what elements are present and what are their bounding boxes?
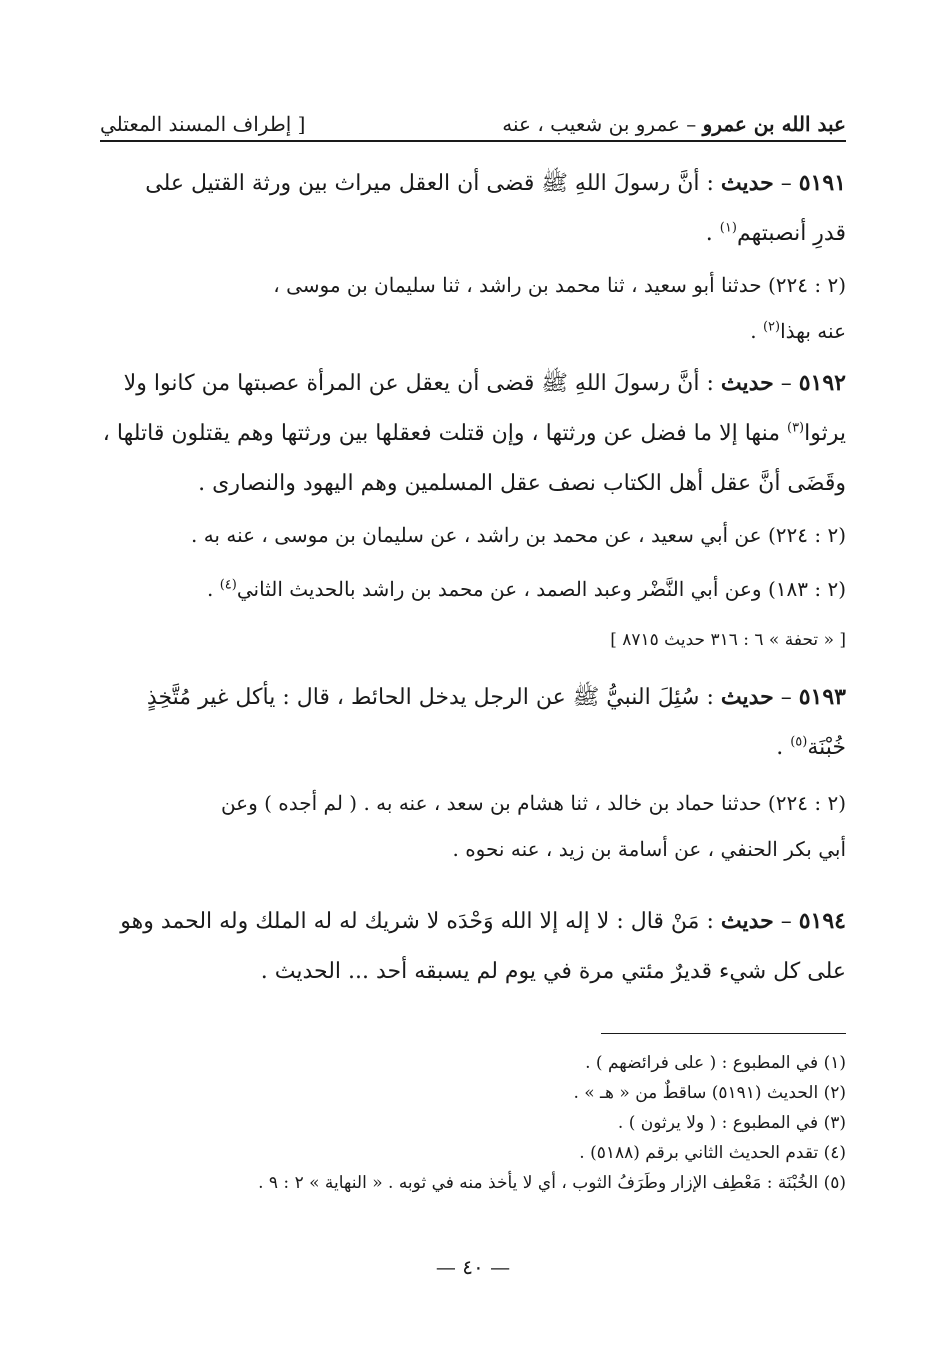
footnote-marker: (٢) [762, 319, 781, 335]
hadith-number: ٥١٩١ [798, 170, 846, 196]
footnote-marker: (٣) [786, 420, 805, 436]
hadith-5193: ٥١٩٣ – حديث : سُئِلَ النبيُّ ﷺ عن الرجل يدخل الحائط ، قال : يأكل غير مُتَّخِذٍ خُبْنَة$^{(٥)}$ . [146, 684, 846, 760]
footnote-marker: (٥) [790, 734, 808, 750]
header-section-title: عبد الله بن عمرو – عمرو بن شعيب ، عنه [502, 112, 846, 136]
hadith-label: حديث [720, 908, 774, 934]
isnad-5192-second: (٢ : ١٨٣) وعن أبي النَّضْر وعبد الصمد ، عن محمد بن راشد بالحديث الثاني$^{(٤)}$ . [207, 577, 846, 601]
isnad-5192: (٢ : ٢٢٤) عن أبي سعيد ، عن محمد بن راشد ، عن سليمان بن موسى ، عنه به . [190, 523, 846, 547]
header-divider [100, 140, 846, 142]
isnad-5193: (٢ : ٢٢٤) حدثنا حماد بن خالد ، ثنا هشام بن سعد ، عنه به . ( لم أجده ) وعن أبي بكر الحنفي ، عن أسامة بن زيد ، عنه نحوه . [220, 791, 846, 861]
hadith-number: ٥١٩٢ [798, 370, 846, 396]
hadith-number: ٥١٩٣ [798, 684, 846, 710]
hadith-text: ٥١٩١ – حديث : أنَّ رسولَ اللهِ ﷺ قضى أن العقل ميراث بين ورثة القتيل على [145, 170, 846, 196]
hadith-label: حديث [720, 370, 774, 396]
isnad-5191: (٢ : ٢٢٤) حدثنا أبو سعيد ، ثنا محمد بن راشد ، ثنا سليمان بن موسى ، عنه بهذا$^{(٢)}$ . [273, 273, 846, 343]
footnotes [100, 1048, 846, 1198]
footnote-5: (٥) الخُبْنَة : مَعْطِف الإزار وطَرَفُ الثوب ، أي لا يأخذ منه في ثوبه . « النهاية » ٢ : ٩ . [258, 1173, 846, 1193]
hadith-number: ٥١٩٤ [798, 908, 846, 934]
hadith-label: حديث [720, 684, 774, 710]
page-number: — ٤٠ — [435, 1255, 511, 1279]
footnote-3: (٣) في المطبوع : ( ولا يرثون ) . [617, 1113, 846, 1133]
hadith-5191: ٥١٩١ – حديث : أنَّ رسولَ اللهِ ﷺ قضى أن العقل ميراث بين ورثة القتيل على قدرِ أنصبتهم$^{(١)}$ . [100, 158, 846, 259]
running-header [100, 96, 846, 136]
footnote-divider [601, 1033, 846, 1034]
footnote-1: (١) في المطبوع : ( على فرائضهم ) . [585, 1053, 846, 1073]
footnote-marker: (١) [719, 220, 737, 236]
tuhfa-reference: [ « تحفة » ٦ : ٣١٦ حديث ٨٧١٥ ] [610, 630, 846, 650]
footnote-marker: (٤) [219, 577, 237, 593]
hadith-5194: ٥١٩٤ – حديث : مَنْ قال : لا إله إلا الله وَحْدَه لا شريك له له الملك وله الحمد وهو على كل شيء قديرٌ مئتي مرة في يوم لم يسبقه أحد ... الحديث . [120, 908, 846, 984]
book-page [100, 0, 846, 1370]
footnote-2: (٢) الحديث (٥١٩١) ساقطٌ من « هـ » . [573, 1083, 846, 1103]
hadith-label: حديث [720, 170, 774, 196]
hadith-5192: ٥١٩٢ – حديث : أنَّ رسولَ اللهِ ﷺ قضى أن يعقل عن المرأة عصبتها من كانوا ولا يرثوا$^{(٣)}$ منها إلا ما فضل عن ورثتها ، وإن قتلت فعقلها بين ورثتها وهم يقتلون قاتلها ، وقَضَى أنَّ عقل أهل الكتاب نصف عقل المسلمين وهم اليهود والنصارى . [102, 370, 846, 496]
header-book-title: [ إطراف المسند المعتلي [100, 112, 306, 136]
footnote-4: (٤) تقدم الحديث الثاني برقم (٥١٨٨) . [579, 1143, 846, 1163]
